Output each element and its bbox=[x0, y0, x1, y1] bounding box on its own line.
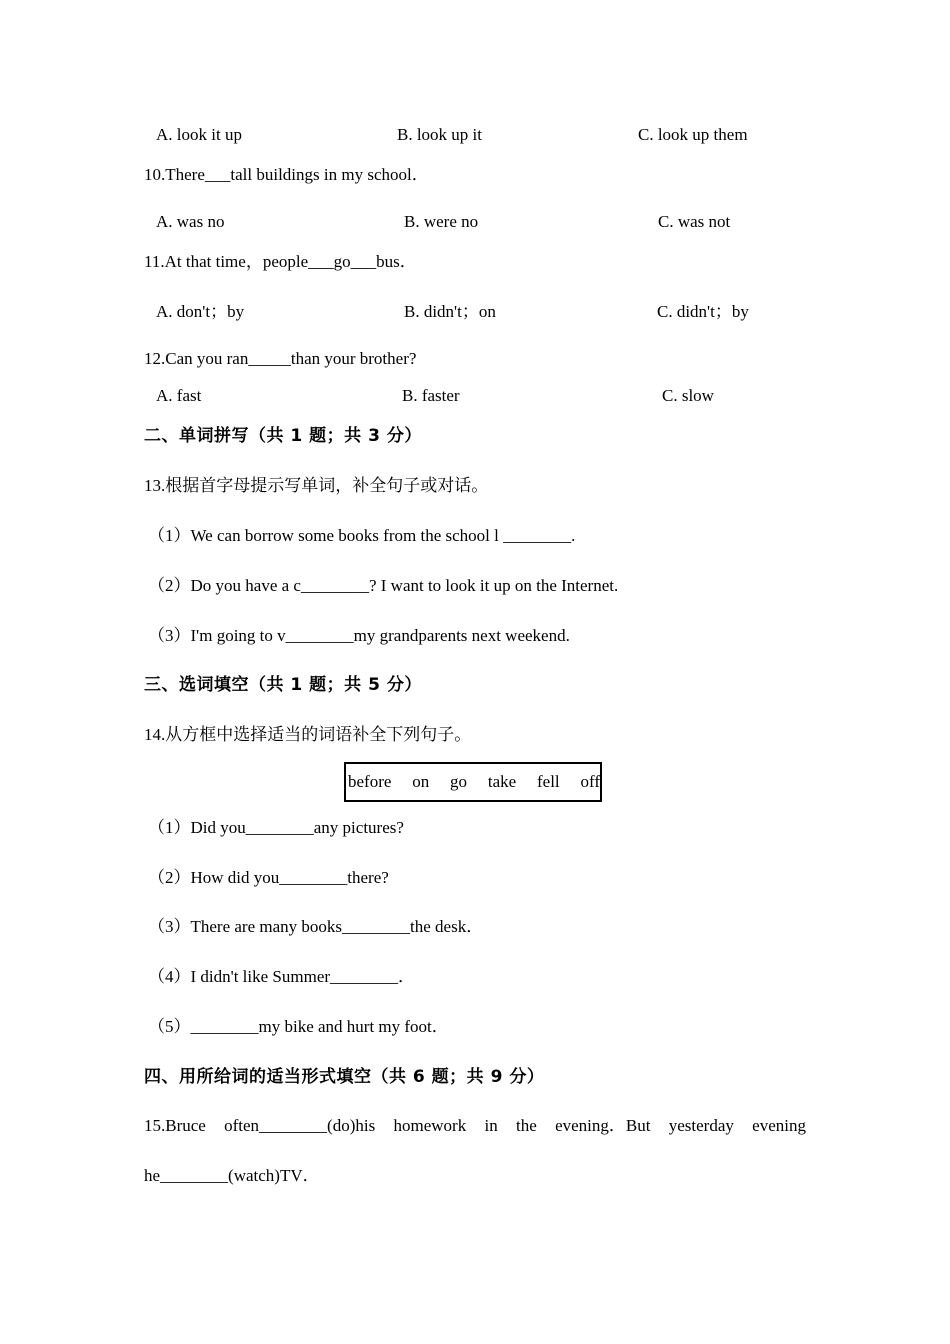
word-box-word: before bbox=[348, 772, 392, 791]
q10-option-b: B. were no bbox=[404, 212, 479, 231]
q12-stem: 12.Can you ran_____than your brother? bbox=[144, 349, 417, 368]
word-box-word: take bbox=[487, 772, 517, 791]
q15-word: evening．But bbox=[555, 1116, 651, 1135]
q10-option-a: A. was no bbox=[156, 212, 225, 231]
q14-item-4: （4）I didn't like Summer________． bbox=[148, 967, 416, 986]
q9-option-c: C. look up them bbox=[638, 125, 748, 144]
q12-option-a: A. fast bbox=[156, 386, 202, 405]
q10-stem: 10.There___tall buildings in my school． bbox=[144, 165, 429, 184]
q12-option-b: B. faster bbox=[402, 386, 460, 405]
q12-option-c: C. slow bbox=[662, 386, 714, 405]
q15-word: yesterday bbox=[668, 1116, 734, 1135]
q15-word: often________(do)his bbox=[224, 1116, 376, 1135]
q15-word: 15.Bruce bbox=[144, 1116, 206, 1135]
q15-word: the bbox=[516, 1116, 537, 1135]
q15-word: homework bbox=[393, 1116, 467, 1135]
q15-word: in bbox=[484, 1116, 498, 1135]
q14-item-2: （2）How did you________there? bbox=[148, 868, 389, 887]
word-box bbox=[344, 762, 602, 802]
q9-option-b: B. look up it bbox=[397, 125, 483, 144]
q15-line-1 bbox=[144, 1115, 806, 1137]
q13-stem: 13.根据首字母提示写单词，补全句子或对话。 bbox=[144, 476, 489, 495]
q14-stem: 14.从方框中选择适当的词语补全下列句子。 bbox=[144, 725, 472, 744]
q14-item-1: （1）Did you________any pictures? bbox=[148, 818, 404, 837]
q13-item-2: （2）Do you have a c________? I want to look it up on the Internet. bbox=[148, 576, 619, 595]
q14-item-3: （3）There are many books________the desk． bbox=[148, 917, 484, 936]
q11-option-a: A. don't；by bbox=[156, 302, 245, 321]
q13-item-1: （1）We can borrow some books from the school l ________. bbox=[148, 526, 576, 545]
word-box-word: on bbox=[412, 772, 430, 791]
section-4-heading: 四、用所给词的适当形式填空（共 6 题；共 9 分） bbox=[144, 1067, 545, 1087]
section-3-heading: 三、选词填空（共 1 题；共 5 分） bbox=[144, 675, 422, 695]
q15-line-2: he________(watch)TV． bbox=[144, 1166, 320, 1185]
word-box-word: off bbox=[580, 772, 600, 791]
section-2-heading: 二、单词拼写（共 1 题；共 3 分） bbox=[144, 426, 422, 446]
q13-item-3: （3）I'm going to v________my grandparents next weekend. bbox=[148, 626, 570, 645]
q14-item-5: （5）________my bike and hurt my foot． bbox=[148, 1017, 449, 1036]
word-box-word: fell bbox=[537, 772, 560, 791]
q11-stem: 11.At that time，people___go___bus． bbox=[144, 252, 417, 271]
word-box-word: go bbox=[450, 772, 468, 791]
q10-option-c: C. was not bbox=[658, 212, 731, 231]
q11-option-b: B. didn't；on bbox=[404, 302, 496, 321]
q15-word: evening bbox=[752, 1116, 806, 1135]
q11-option-c: C. didn't；by bbox=[657, 302, 749, 321]
q9-option-a: A. look it up bbox=[156, 125, 242, 144]
